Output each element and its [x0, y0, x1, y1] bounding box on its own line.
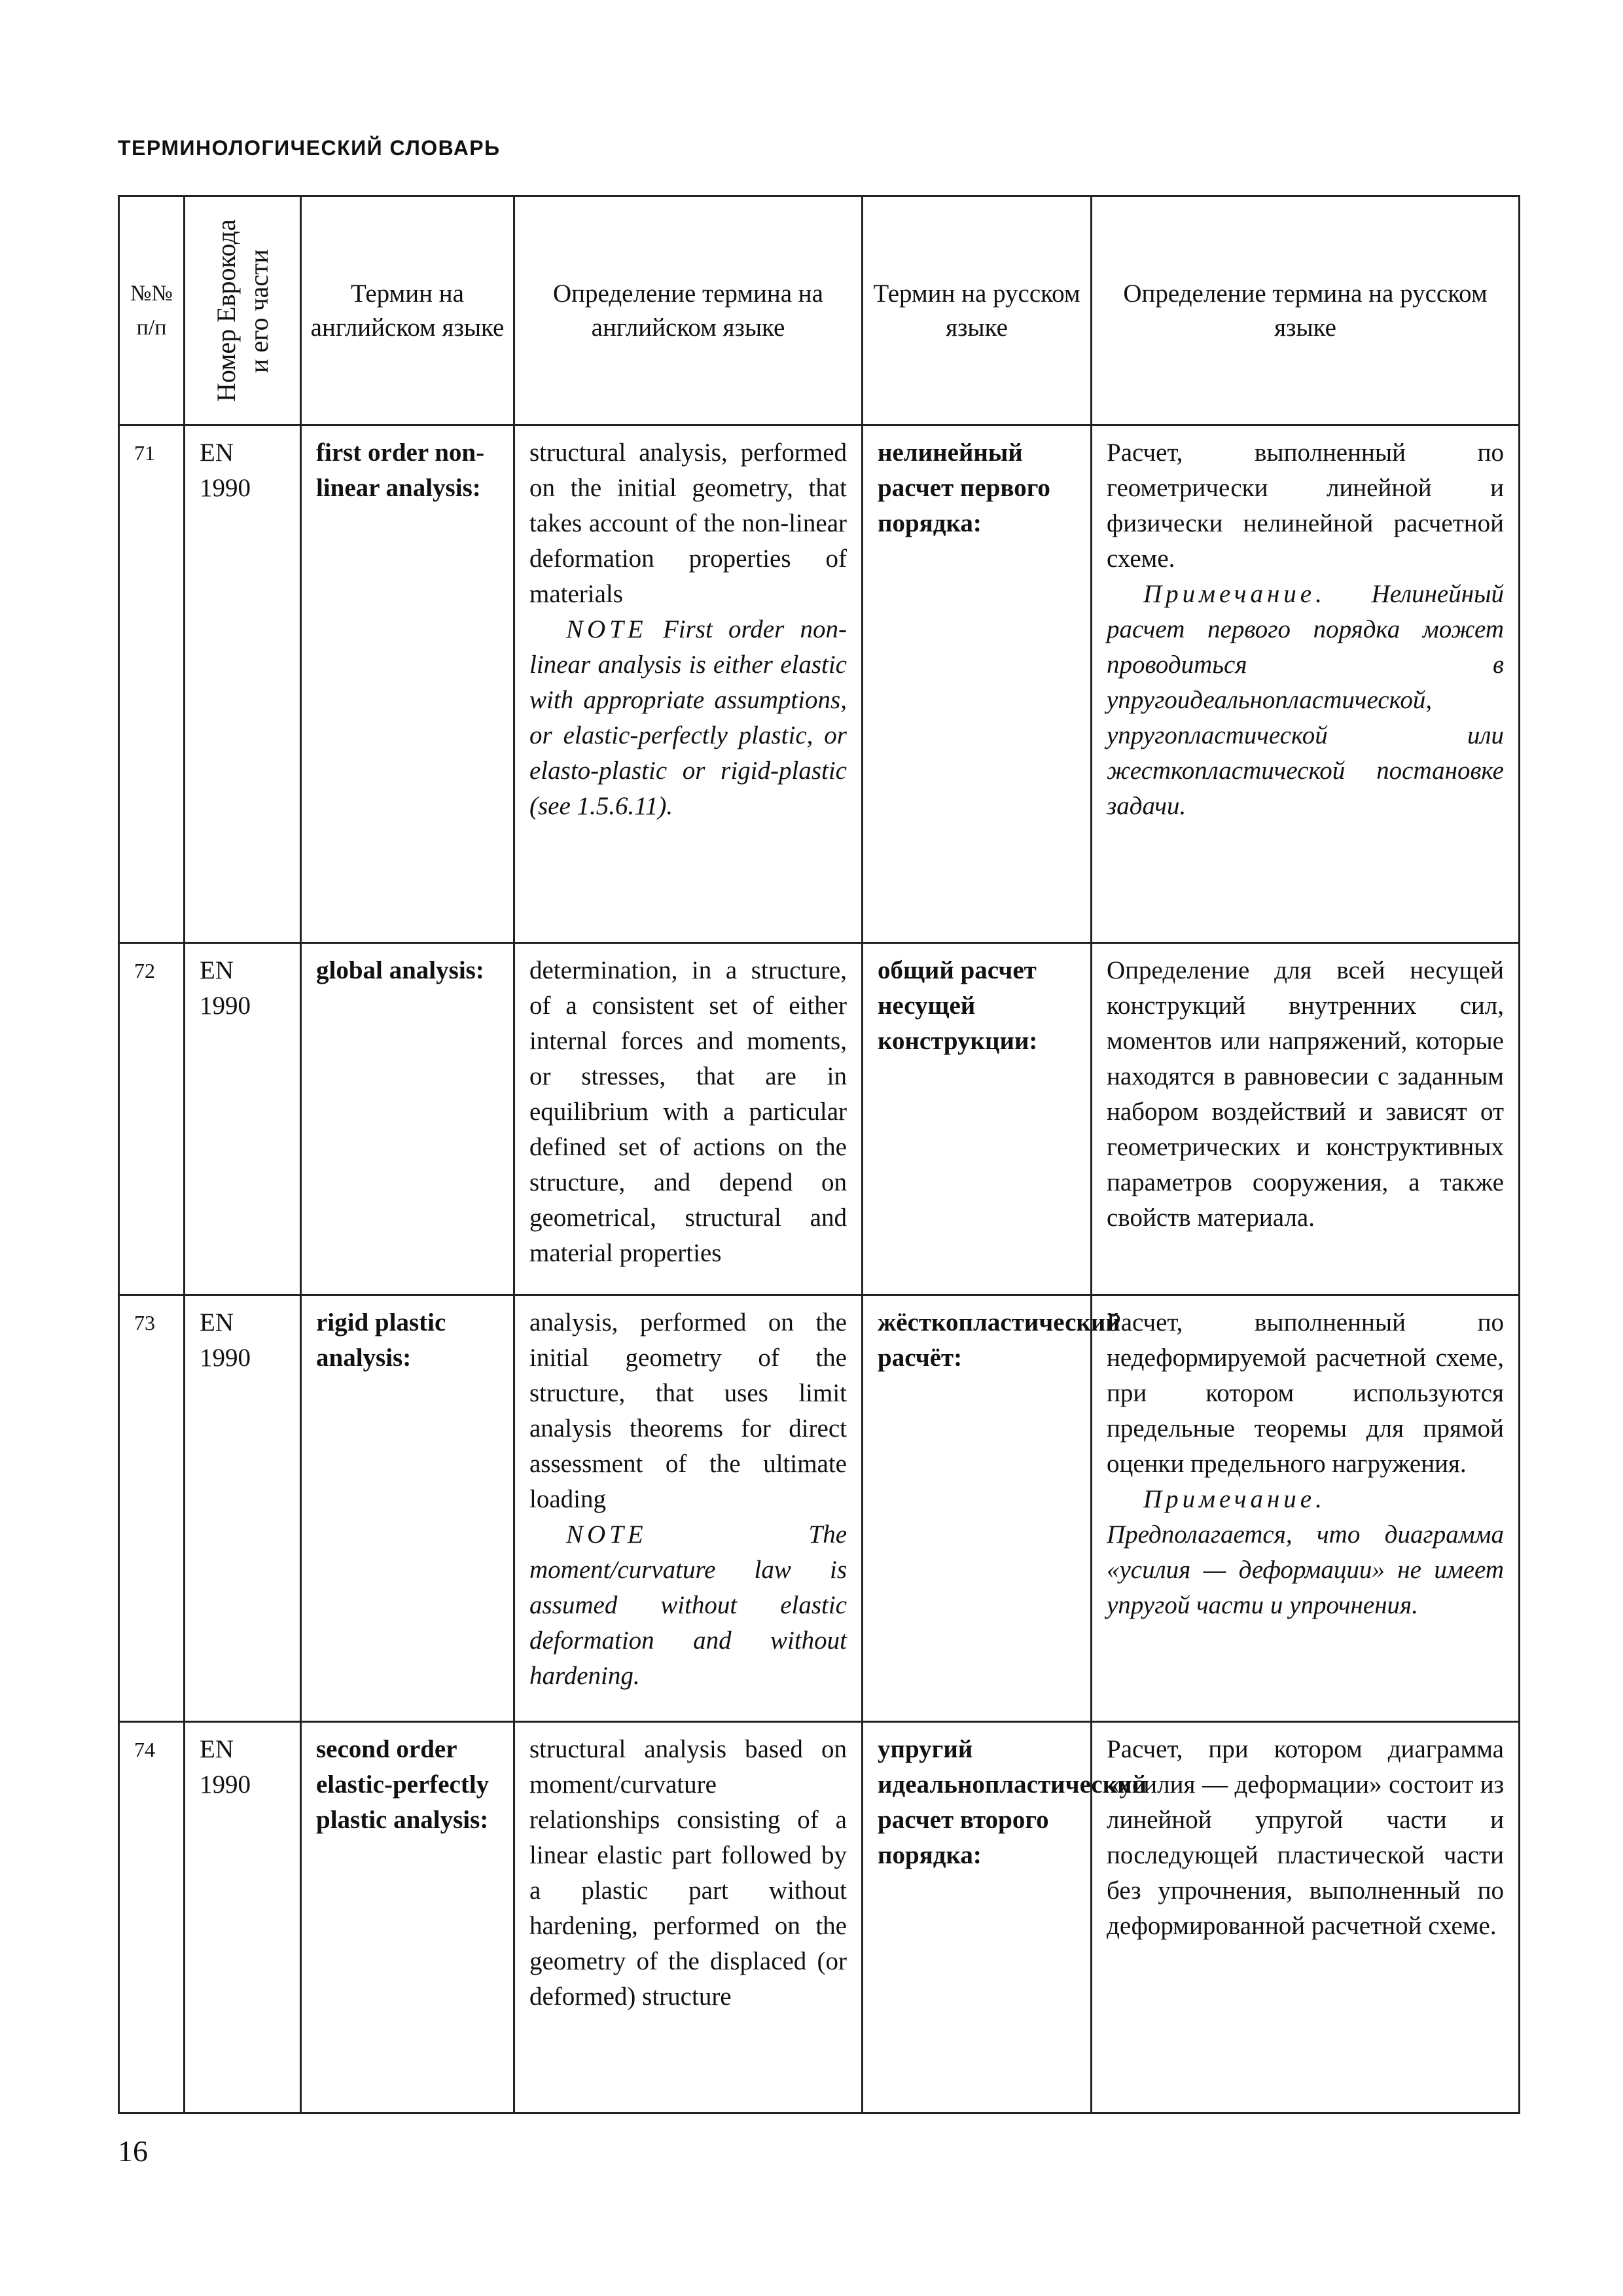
row-number: 72	[119, 943, 185, 1295]
table-row	[119, 425, 1520, 943]
table-header	[119, 196, 1520, 425]
column-header-number: №№ п/п	[119, 196, 185, 425]
definition-russian-cell	[1092, 1295, 1520, 1722]
definition-english-cell	[514, 1295, 863, 1722]
definition-russian-cell	[1092, 425, 1520, 943]
note-russian	[1107, 577, 1504, 824]
table-row	[119, 943, 1520, 1295]
table-body	[119, 425, 1520, 2113]
term-english: global analysis:	[301, 943, 514, 1295]
note-english	[529, 1517, 847, 1694]
note-english-label: NOTE	[566, 615, 647, 643]
definition-russian: Расчет, при котором диаграмма «усилия — деформации» состоит из линейной упругой части и последующей пластической части без упрочнения, выполненный по деформированной расчетной схеме.	[1107, 1734, 1504, 1940]
page-number: 16	[118, 2134, 148, 2168]
column-header-eurocode-label: Номер Еврокода и его части	[211, 219, 274, 402]
column-header-term-en: Термин на английском языке	[301, 196, 514, 425]
eurocode-reference: EN 1990	[185, 425, 301, 943]
column-header-definition-ru: Определение термина на русском языке	[1092, 196, 1520, 425]
term-english: first order non-linear analysis:	[301, 425, 514, 943]
eurocode-reference: EN 1990	[185, 1721, 301, 2113]
note-english-label: NOTE	[566, 1520, 647, 1549]
column-header-term-ru: Термин на русском языке	[863, 196, 1092, 425]
definition-english-cell	[514, 425, 863, 943]
definition-english-cell	[514, 1721, 863, 2113]
row-number: 74	[119, 1721, 185, 2113]
table-row	[119, 1721, 1520, 2113]
note-russian-label: Примечание.	[1143, 1485, 1326, 1514]
note-english-text: The moment/curvature law is assumed without elastic deformation and without hardening.	[529, 1520, 847, 1691]
definition-english: analysis, performed on the initial geometry of the structure, that uses limit analysis theorems for direct assessment of the ultimate loading	[529, 1308, 847, 1514]
term-russian: жёсткопластический расчёт:	[863, 1295, 1092, 1722]
glossary-table	[118, 195, 1520, 2114]
table-row	[119, 1295, 1520, 1722]
note-russian-text: Предполагается, что диаграмма «усилия — деформации» не имеет упругой части и упрочнения.	[1107, 1520, 1504, 1620]
term-russian: упругий идеальнопластический расчет второго порядка:	[863, 1721, 1092, 2113]
row-number: 73	[119, 1295, 185, 1722]
note-russian	[1107, 1482, 1504, 1623]
definition-russian: Расчет, выполненный по недеформируемой расчетной схеме, при котором используются предельные теоремы для прямой оценки предельного нагружения.	[1107, 1308, 1504, 1479]
note-english	[529, 612, 847, 824]
definition-russian: Определение для всей несущей конструкций внутренних сил, моментов или напряжений, которые находятся в равновесии с заданным набором воздействий и зависят от геометрических и конструктивных параметров сооружения, а также свойств материала.	[1107, 956, 1504, 1232]
note-english-text: First order non-linear analysis is either elastic with appropriate assumptions, or elastic-perfectly plastic, or elasto-plastic or rigid-plastic (see 1.5.6.11).	[529, 615, 847, 820]
column-header-eurocode	[185, 196, 301, 425]
definition-english: determination, in a structure, of a consistent set of either internal forces and moments, or stresses, that are in equilibrium with a particular defined set of actions on the structure, and depend on geometrical, structural and material properties	[529, 956, 847, 1268]
definition-russian: Расчет, выполненный по геометрически линейной и физически нелинейной расчетной схеме.	[1107, 439, 1504, 573]
definition-english: structural analysis, performed on the initial geometry, that takes account of the non-linear deformation properties of materials	[529, 439, 847, 608]
eurocode-reference: EN 1990	[185, 1295, 301, 1722]
term-russian: общий расчет несущей конструкции:	[863, 943, 1092, 1295]
definition-russian-cell	[1092, 943, 1520, 1295]
note-russian-text: Нелинейный расчет первого порядка может проводиться в упругоидеальнопластической, упругопластической или жесткопластической постановке задачи.	[1107, 580, 1504, 820]
definition-russian-cell	[1092, 1721, 1520, 2113]
definition-english-cell	[514, 943, 863, 1295]
row-number: 71	[119, 425, 185, 943]
eurocode-reference: EN 1990	[185, 943, 301, 1295]
term-english: second order elastic-perfectly plastic analysis:	[301, 1721, 514, 2113]
definition-english: structural analysis based on moment/curvature relationships consisting of a linear elastic part followed by a plastic part without hardening, performed on the geometry of the displaced (or deformed) structure	[529, 1734, 847, 2011]
term-russian: нелинейный расчет первого порядка:	[863, 425, 1092, 943]
note-russian-label: Примечание.	[1143, 580, 1326, 608]
column-header-definition-en: Определение термина на английском языке	[514, 196, 863, 425]
running-header: ТЕРМИНОЛОГИЧЕСКИЙ СЛОВАРЬ	[118, 136, 501, 160]
term-english: rigid plastic analysis:	[301, 1295, 514, 1722]
